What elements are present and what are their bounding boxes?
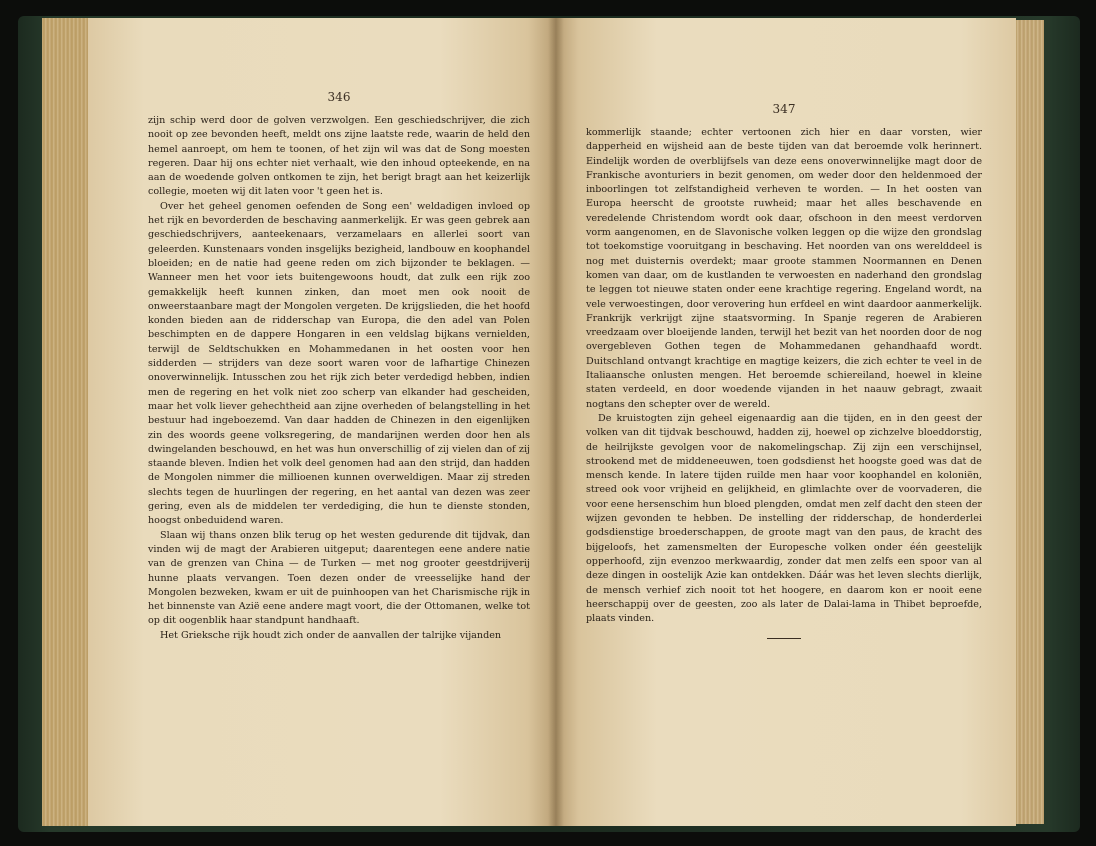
page-edges-left: [42, 18, 92, 826]
left-paragraph-3: Slaan wij thans onzen blik terug op het westen gedurende dit tijdvak, dan vinden wij de magt der Arabieren uitgeput; daarentegen eene andere natie van de grenzen van China — de Turken — met nog grooter geestdrijverij hunne plaats vervangen. Toen dezen onder de vreesselijke hand der Mongolen bezweken, kwam er uit de puinhoopen van het Charismische rijk in het binnenste van Azië eene andere magt voort, die der Ottomanen, welke tot op dit oogenblik haar standpunt handhaaft.: [148, 529, 530, 627]
book-gutter: [548, 18, 564, 826]
chapter-end-rule: [767, 638, 801, 639]
right-page: [556, 18, 1016, 826]
right-paragraph-1: kommerlijk staande; echter vertoonen zich hier en daar vorsten, wier dapperheid en wijsheid aan de beste tijden van dat beroemde volk herinnert. Eindelijk worden de overblijfsels van deze eens onoverwinnelijke magt door de Frankische avonturiers in bezit genomen, om weder door den heldenmoed der inboorlingen tot zelfstandigheid verheven te worden. — In het oosten van Europa heerscht de grootste ruwheid; maar het alles beschavende en veredelende Christendom wordt ook daar, ofschoon in den meest verdorven vorm aangenomen, en de Slavonische volken leggen op die wijze den grondslag tot toekomstige vooruitgang in beschaving. Het noorden van ons werelddeel is nog met duisternis overdekt; maar groote stammen Noormannen en Denen komen van daar, om de kustlanden te verwoesten en naderhand den grondslag te leggen tot nieuwe staten onder eene krachtige regering. Engeland wordt, na vele verwoestingen, door verovering hun erfdeel en wint daardoor aanmerkelijk. Frankrijk verkrijgt zijne staatsvorming. In Spanje regeren de Arabieren vreedzaam over bloeijende landen, terwijl het bezit van het noorden door de nog overgebleven Gothen tegen de Mohammedanen gehandhaafd wordt. Duitschland ontvangt krachtige en magtige keizers, die zich echter te veel in de Italiaansche onlusten mengen. Het beroemde schiereiland, hoewel in kleine staten verdeeld, en door woedende vijanden in het naauw gebragt, zwaait nogtans den schepter over de wereld.: [586, 127, 982, 410]
right-paragraph-2: De kruistogten zijn geheel eigenaardig aan die tijden, en in den geest der volken van dit tijdvak beschouwd, hadden zij, hoewel op zichzelve bloeddorstig, de heilrijkste gevolgen voor de nakomelingschap. Zij zijn een verschijnsel, strookend met de middeneeuwen, toen godsdienst het hoogste goed was dat de mensch kende. In latere tijden ruilde men haar voor koophandel en koloniën, streed ook voor vrijheid en gelijkheid, en glimlachte over de voorvaderen, die voor eene hersenschim hun bloed plengden, omdat men zelf dacht den steen der wijzen gevonden te hebben. De instelling der ridderschap, de honderderlei godsdienstige broederschappen, de groote magt van den paus, de kracht des bijgeloofs, het zamensmelten der Europesche volken onder één geestelijk opperhoofd, zijn evenzoo merkwaardig, zonder dat men zelfs een spoor van al deze dingen in oostelijk Azie kan ontdekken. Dáár was het leven slechts dierlijk, de mensch verhief zich nooit tot het hoogere, en daarom kon er nooit eene heerschappij over de geesten, zoo als later de Dalai-lama in Thibet beproefde, plaats vinden.: [586, 412, 982, 625]
right-page-number: 347: [772, 102, 796, 116]
left-paragraph-2: Over het geheel genomen oefenden de Song een' weldadigen invloed op het rijk en bevorderden de beschaving aanmerkelijk. Er was geen gebrek aan geschiedschrijvers, aanteekenaars, verzamelaars en allerlei soort van geleerden. Kunstenaars vonden insgelijks bezigheid, landbouw en koophandel bloeiden; en de natie had geene reden om zich bijzonder te beklagen. — Wanneer men het voor iets buitengewoons houdt, dat zulk een rijk zoo gemakkelijk heeft kunnen zinken, dan moet men ook nooit de onweerstaanbare magt der Mongolen vergeten. De krijgslieden, die het hoofd konden bieden aan de ridderschap van Europa, die den adel van Polen beschimpten en de dappere Hongaren in een veldslag bijkans vernielden, terwijl de Seldtschukken en Mohammedanen in het oosten voor hen sidderden — strijders van deze soort waren voor de lafhartige Chinezen onoverwinnelijk. Intusschen zou het rijk zich beter verdedigd hebben, indien men de regering en het volk niet zoo scherp van elkander had gescheiden, maar het volk liever gehechtheid aan zijne overheden of belangstelling in het bestuur had ingeboezemd. Van daar hadden de Chinezen in den eigenlijken zin des woords geene volksregering, de mandarijnen werden door hen als dwingelanden beschouwd, en het was hun onverschillig of zij vielen dan of zij staande bleven. Indien het volk deel genomen had aan den strijd, dan hadden de Mongolen nimmer die millioenen kunnen overweldigen. Maar zij streden slechts tegen de huurlingen der regering, en het aantal van dezen was zeer gering, even als de middelen ter verdediging, die hun te dienste stonden, hoogst onbeduidend waren.: [148, 200, 530, 527]
left-page-number: 346: [327, 90, 351, 104]
left-paragraph-4: Het Grieksche rijk houdt zich onder de aanvallen der talrijke vijanden: [160, 629, 502, 641]
left-page: [88, 18, 556, 826]
left-paragraph-1: zijn schip werd door de golven verzwolgen. Een geschiedschrijver, die zich nooit op zee bevonden heeft, meldt ons zijne laatste rede, waarin de held den hemel aanroept, om hem te toonen, of het zijn wil was dat de Song moesten regeren. Daar hij ons echter niet verhaalt, wie den inhoud opteekende, en na aan de woedende golven ontkomen te zijn, het berigt bragt aan het keizerlijk collegie, moeten wij dit laten voor 't geen het is.: [148, 115, 530, 198]
